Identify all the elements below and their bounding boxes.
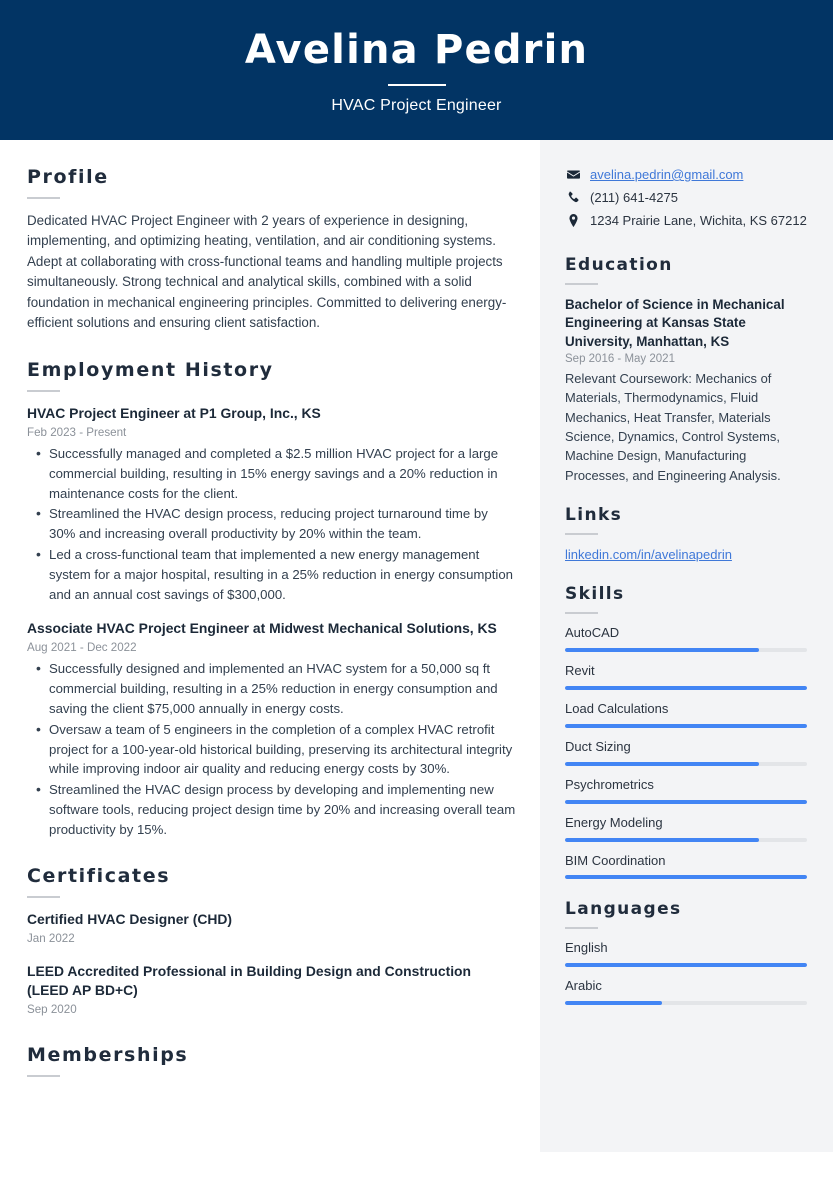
section-skills	[565, 584, 807, 879]
skills-list	[565, 625, 807, 879]
employment-entry	[27, 619, 516, 839]
skill-bar-fill	[565, 800, 807, 804]
employment-entry	[27, 404, 516, 604]
resume-header	[0, 0, 833, 140]
employment-entry-title: HVAC Project Engineer at P1 Group, Inc., KS	[27, 405, 321, 422]
skill-label: Revit	[565, 663, 595, 679]
candidate-job-title: HVAC Project Engineer	[331, 97, 502, 114]
skill-item	[565, 663, 807, 690]
employment-entry-date: Feb 2023 - Present	[27, 425, 127, 439]
contact-address-value: 1234 Prairie Lane, Wichita, KS 67212	[590, 212, 807, 228]
language-bar-fill	[565, 1001, 662, 1005]
languages-list	[565, 940, 807, 1005]
language-bar-fill	[565, 963, 807, 967]
candidate-name: Avelina Pedrin	[244, 27, 589, 73]
list-item: • Successfully managed and completed a $2.5 million HVAC project for a large commercial building, resulting in 15% energy savings and a 20% reduction in maintenance costs for the client.	[49, 444, 516, 503]
language-label: English	[565, 940, 608, 956]
employment-heading: Employment History	[27, 359, 274, 382]
contact-row-address	[565, 212, 807, 231]
profile-heading: Profile	[27, 166, 109, 188]
contact-email-link[interactable]: avelina.pedrin@gmail.com	[590, 167, 744, 182]
certificate-date: Jan 2022	[27, 932, 75, 946]
language-item	[565, 940, 807, 967]
contact-details	[565, 166, 807, 231]
employment-entry-bullets	[27, 659, 516, 839]
section-profile	[27, 166, 516, 333]
certificate-entry	[27, 962, 516, 1017]
skill-item	[565, 625, 807, 652]
education-heading: Education	[565, 254, 673, 275]
skills-heading-rule	[565, 612, 598, 614]
certificate-title: Certified HVAC Designer (CHD)	[27, 911, 233, 928]
skills-heading: Skills	[565, 584, 625, 605]
contact-phone-value: (211) 641-4275	[590, 189, 678, 205]
memberships-heading-rule	[27, 1075, 60, 1077]
list-item: • Streamlined the HVAC design process, reducing project turnaround time by 30% and increasing overall productivity by 20% within the team.	[49, 504, 516, 544]
list-item: • Oversaw a team of 5 engineers in the completion of a complex HVAC retrofit project for a 100-year-old historical building, preserving its architectural integrity while improving indoor air quality and reducing energy costs by 30%.	[49, 720, 516, 779]
education-entry	[565, 296, 807, 486]
section-employment-history	[27, 359, 516, 839]
section-certificates	[27, 865, 516, 1017]
list-item: • Successfully designed and implemented an HVAC system for a 50,000 sq ft commercial building, resulting in a 25% reduction in energy consumption and saving the client $75,000 annually in energy costs.	[49, 659, 516, 718]
skill-bar-track	[565, 648, 807, 652]
header-divider	[388, 84, 446, 86]
skill-item	[565, 777, 807, 804]
location-pin-icon	[565, 212, 582, 227]
employment-entry-title: Associate HVAC Project Engineer at Midwest Mechanical Solutions, KS	[27, 620, 497, 637]
certificates-heading-rule	[27, 896, 60, 898]
contact-row-email	[565, 166, 807, 185]
skill-label: Energy Modeling	[565, 814, 663, 830]
skill-item	[565, 815, 807, 842]
skill-bar-track	[565, 686, 807, 690]
links-heading: Links	[565, 505, 623, 526]
skill-label: AutoCAD	[565, 625, 620, 641]
main-column	[0, 140, 540, 1178]
skill-label: Duct Sizing	[565, 738, 631, 754]
certificate-entry	[27, 910, 516, 947]
skill-bar-fill	[565, 686, 807, 690]
links-heading-rule	[565, 533, 598, 535]
certificates-heading: Certificates	[27, 865, 171, 888]
skill-bar-fill	[565, 838, 759, 842]
languages-heading-rule	[565, 927, 598, 929]
resume-body	[0, 140, 833, 1178]
education-entry-description: Relevant Coursework: Mechanics of Materials, Thermodynamics, Fluid Mechanics, Heat Transfer, Materials Science, Dynamics, Control Systems, Machine Design, Manufacturing Processes, and Engineering Analysis.	[565, 371, 781, 483]
skill-bar-fill	[565, 724, 807, 728]
skill-label: BIM Coordination	[565, 852, 666, 868]
education-heading-rule	[565, 283, 598, 285]
skill-item	[565, 701, 807, 728]
language-label: Arabic	[565, 978, 602, 994]
education-entry-title: Bachelor of Science in Mechanical Engineering at Kansas State University, Manhattan, KS	[565, 296, 785, 349]
employment-entry-date: Aug 2021 - Dec 2022	[27, 641, 137, 655]
sidebar-column	[540, 140, 833, 1152]
skill-item	[565, 853, 807, 880]
skill-bar-fill	[565, 648, 759, 652]
certificate-title: LEED Accredited Professional in Building Design and Construction (LEED AP BD+C)	[27, 963, 472, 998]
list-item: • Streamlined the HVAC design process by developing and implementing new software tools, reducing project design time by 20% and increasing overall team productivity by 15%.	[49, 780, 516, 839]
skill-bar-track	[565, 762, 807, 766]
skill-bar-track	[565, 838, 807, 842]
certificate-date: Sep 2020	[27, 1002, 77, 1016]
skill-bar-track	[565, 800, 807, 804]
list-item: • Led a cross-functional team that implemented a new energy management system for a major hospital, resulting in a 25% reduction in energy consumption and an annual cost savings of $300,000.	[49, 545, 516, 604]
skill-bar-fill	[565, 875, 807, 879]
skill-bar-track	[565, 875, 807, 879]
language-bar-track	[565, 963, 807, 967]
envelope-icon	[565, 166, 582, 181]
skill-bar-track	[565, 724, 807, 728]
languages-heading: Languages	[565, 899, 682, 920]
link-item-linkedin[interactable]: linkedin.com/in/avelinapedrin	[565, 547, 732, 563]
employment-entry-bullets	[27, 444, 516, 604]
phone-icon	[565, 189, 582, 204]
section-memberships	[27, 1044, 516, 1077]
section-languages	[565, 899, 807, 1005]
memberships-heading: Memberships	[27, 1043, 189, 1066]
skill-item	[565, 739, 807, 766]
language-bar-track	[565, 1001, 807, 1005]
skill-bar-fill	[565, 762, 759, 766]
skill-label: Load Calculations	[565, 700, 669, 716]
contact-row-phone	[565, 189, 807, 208]
section-education	[565, 255, 807, 486]
language-item	[565, 978, 807, 1005]
skill-label: Psychrometrics	[565, 776, 654, 792]
employment-heading-rule	[27, 390, 60, 392]
profile-heading-rule	[27, 197, 60, 199]
section-links	[565, 505, 807, 564]
education-entry-date: Sep 2016 - May 2021	[565, 353, 675, 366]
profile-text: Dedicated HVAC Project Engineer with 2 years of experience in designing, implementing, and optimizing heating, ventilation, and air conditioning systems. Adept at collaborating with cross-functional teams and handling multiple projects simultaneously. Strong technical and analytical skills, combined with a solid foundation in mechanical engineering principles. Committed to delivering energy-efficient solutions and ensuring client satisfaction.	[27, 213, 507, 330]
